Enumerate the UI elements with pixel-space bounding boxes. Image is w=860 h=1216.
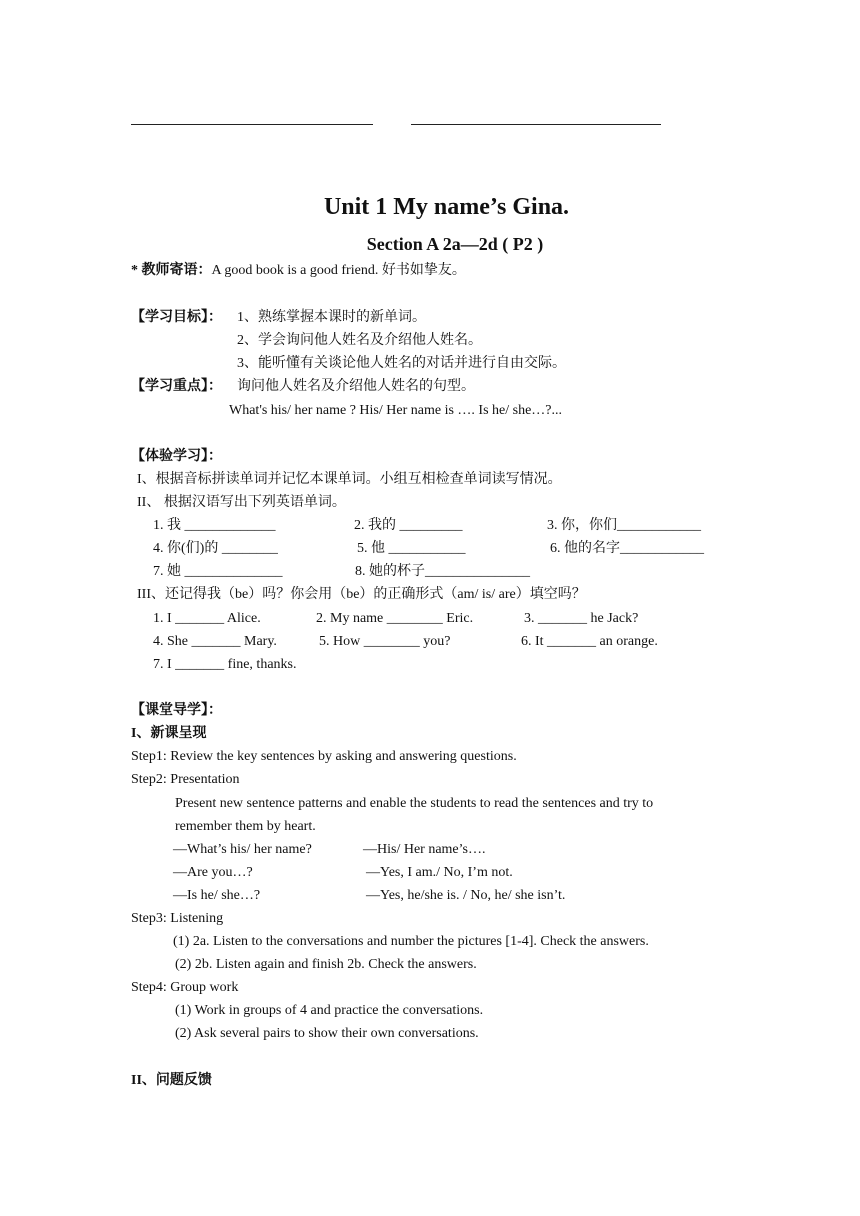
section-2-heading: II、问题反馈 [131, 1073, 212, 1088]
experience-label: 【体验学习】： [131, 449, 222, 464]
dialogue-question: —What’s his/ her name? [173, 842, 312, 857]
focus-pattern: What's his/ her name ? His/ Her name is …. Is he/ she…?... [229, 403, 562, 418]
fill-item: 1. I _______ Alice. [153, 611, 261, 626]
step-2: Step2: Presentation [131, 772, 240, 787]
fill-item: 2. My name ________ Eric. [316, 611, 474, 626]
step-3: Step3: Listening [131, 911, 224, 926]
word-item: 1. 我 _____________ [153, 518, 276, 533]
step-4: Step4: Group work [131, 980, 239, 995]
step-4-item: (1) Work in groups of 4 and practice the conversations. [175, 1003, 484, 1018]
word-item: 3. 你，你们____________ [547, 518, 701, 533]
word-item: 5. 他 ___________ [357, 541, 466, 556]
fill-item: 5. How ________ you? [319, 634, 451, 649]
experience-part1: I、根据音标拼读单词并记忆本课单词。小组互相检查单词读写情况。 [137, 472, 562, 487]
word-item: 8. 她的杯子_______________ [355, 564, 530, 579]
fill-item: 3. _______ he Jack? [524, 611, 639, 626]
motto-label: * 教师寄语： [131, 263, 212, 278]
step-3-item: (1) 2a. Listen to the conversations and number the pictures [1-4]. Check the answers. [173, 934, 649, 949]
fill-item: 6. It _______ an orange. [521, 634, 658, 649]
motto-line [131, 264, 466, 278]
page-title: Unit 1 My name’s Gina. [323, 194, 570, 220]
dialogue-answer: —His/ Her name’s…. [363, 842, 486, 857]
dialogue-question: —Are you…? [173, 865, 253, 880]
focus-label: 【学习重点】： [131, 379, 222, 394]
experience-part3: III、还记得我（be）吗？你会用（be）的正确形式（am/ is/ are）填空吗？ [137, 587, 586, 602]
dialogue-answer: —Yes, I am./ No, I’m not. [366, 865, 513, 880]
word-item: 4. 你(们)的 ________ [153, 541, 278, 556]
page-subtitle: Section A 2a—2d ( P2 ) [366, 234, 544, 254]
step-3-item: (2) 2b. Listen again and finish 2b. Check the answers. [175, 957, 477, 972]
step-2-text: remember them by heart. [175, 819, 316, 834]
fill-item: 4. She _______ Mary. [153, 634, 277, 649]
step-2-text: Present new sentence patterns and enable the students to read the sentences and try to [175, 796, 654, 811]
dialogue-answer: —Yes, he/she is. / No, he/ she isn’t. [366, 888, 566, 903]
blank-line-right [411, 124, 661, 125]
objective-item: 3、能听懂有关谈论他人姓名的对话并进行自由交际。 [237, 356, 566, 371]
objectives-label: 【学习目标】： [131, 310, 222, 325]
step-4-item: (2) Ask several pairs to show their own conversations. [175, 1026, 479, 1041]
section-1-heading: I、新课呈现 [131, 726, 207, 741]
objective-item: 2、学会询问他人姓名及介绍他人姓名。 [237, 333, 482, 348]
dialogue-question: —Is he/ she…? [173, 888, 261, 903]
motto-text: A good book is a good friend. 好书如挚友。 [211, 263, 466, 278]
classroom-label: 【课堂导学】： [131, 703, 222, 718]
blank-line-left [131, 124, 373, 125]
objective-item: 1、熟练掌握本课时的新单词。 [237, 310, 426, 325]
word-item: 6. 他的名字____________ [550, 541, 704, 556]
step-1: Step1: Review the key sentences by asking and answering questions. [131, 749, 517, 764]
focus-text: 询问他人姓名及介绍他人姓名的句型。 [237, 379, 475, 394]
word-item: 2. 我的 _________ [354, 518, 463, 533]
fill-item: 7. I _______ fine, thanks. [153, 657, 297, 672]
word-item: 7. 她 ______________ [153, 564, 283, 579]
experience-part2: II、 根据汉语写出下列英语单词。 [137, 495, 346, 510]
